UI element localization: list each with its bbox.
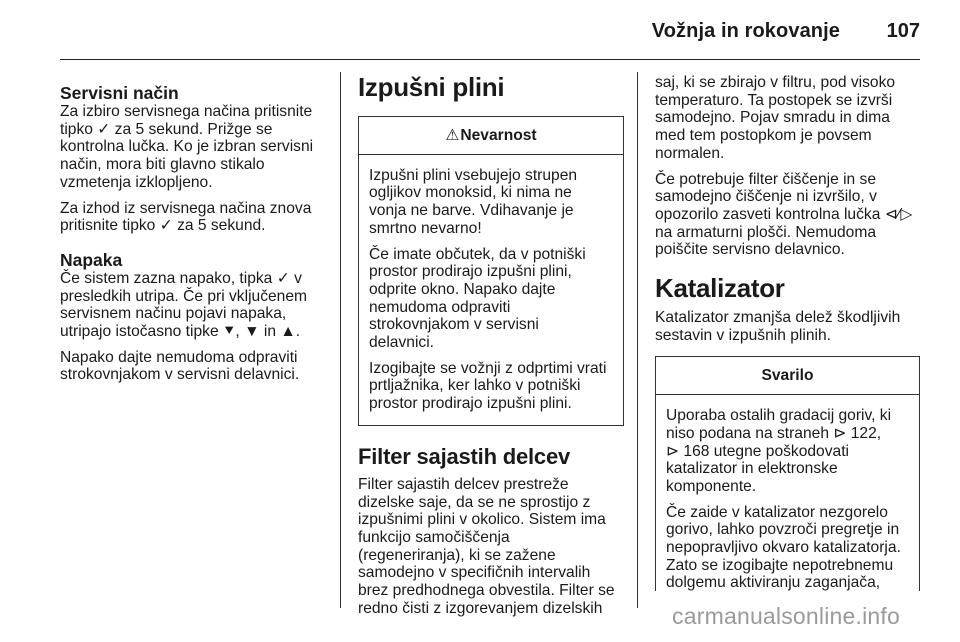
paragraph: Napako dajte nemudoma odpraviti strokovnjakom v servisni delavnici. xyxy=(60,348,300,384)
watermark-text: carmanualsonline.info xyxy=(672,603,900,629)
paragraph: Izpušni plini vsebujejo strupen ogljikov monoksid, ki nima ne vonja ne barve. Vdihavanje je smrtno nevarno! xyxy=(369,166,578,237)
paragraph: Če sistem zazna napako, tipka ✓ v presledkih utripa. Če pri vključenem servisnem načinu pojavi napaka, utripajo istočasno tipke ⯆, ▼ in ▲. xyxy=(60,269,308,341)
paragraph: Če zaide v katalizator nezgorelo gorivo, lahko povzroči pregretje in nepopravljivo okvaro katalizatorja. Zato se izogibajte nepotrebnemu dolgemu aktiviranju zaganjača, xyxy=(666,503,901,592)
paragraph: Uporaba ostalih gradacij goriv, ki niso podana na straneh ⊳ 122, ⊳ 168 utegne poškodovati katalizator in elektronske komponente. xyxy=(666,407,892,495)
warning-triangle-icon: ⚠ xyxy=(445,127,460,144)
column-divider-2 xyxy=(637,72,638,608)
paragraph: Za izhod iz servisnega načina znova pritisnite tipko ✓ za 5 sekund. xyxy=(60,199,312,235)
heading-napaka: Napaka xyxy=(60,249,123,270)
column-middle xyxy=(358,72,624,625)
danger-box-body xyxy=(359,155,623,425)
heading-servisni-nacin: Servisni način xyxy=(60,83,179,103)
caution-box-title: Svarilo xyxy=(761,367,814,385)
caution-box-header xyxy=(656,357,919,395)
heading-katalizator: Katalizator xyxy=(655,273,785,304)
danger-box-title: Nevarnost xyxy=(460,127,537,144)
heading-filter-sajastih-delcev: Filter sajastih delcev xyxy=(358,443,571,469)
page-number: 107 xyxy=(886,20,920,42)
caution-box xyxy=(655,356,920,591)
column-left xyxy=(60,84,330,392)
paragraph: Filter sajastih delcev prestreže dizelske saje, da se ne sprostijo z izpušnimi plini v okolico. Sistem ima funkcijo samočiščenja (regeneriranja), ki se zažene samodejno v specifičnih intervalih brez predhodnega obvestila. Filter se redno čisti z izgorevanjem dizelskih xyxy=(358,475,615,617)
danger-box-header xyxy=(359,117,623,155)
paragraph: Za izbiro servisnega načina pritisnite tipko ✓ za 5 sekund. Prižge se kontrolna lučka. Ko je izbran servisni način, mora biti glavno stikalo vzmetenja izklopljeno. xyxy=(60,103,314,191)
paragraph: Izogibajte se vožnji z odprtimi vrati prtljažnika, ker lahko v potniški prostor prodirajo izpušni plini. xyxy=(369,359,607,413)
heading-izpusni-plini: Izpušni plini xyxy=(358,72,505,102)
section-title: Vožnja in rokovanje xyxy=(651,20,840,42)
page-header xyxy=(60,0,920,60)
paragraph: Če imate občutek, da v potniški prostor prodirajo izpušni plini, odprite okno. Napako dajte nemudoma odpraviti strokovnjakom v servisni delavnici. xyxy=(369,245,586,352)
column-divider-1 xyxy=(340,72,341,608)
caution-box-body xyxy=(656,395,919,604)
paragraph: saj, ki se zbirajo v filtru, pod visoko temperaturo. Ta postopek se izvrši samodejno. Pojav smradu in dima med tem postopkom je povsem normalen. xyxy=(655,74,896,162)
danger-box xyxy=(358,116,624,426)
paragraph: Če potrebuje filter čiščenje in se samodejno čiščenje ni izvršilo, v opozorilo zasveti kontrolna lučka ⊲⁄▷ na armaturni plošči. Nemudoma poiščite servisno delavnico. xyxy=(655,170,913,259)
column-right xyxy=(655,74,920,591)
paragraph: Katalizator zmanjša delež škodljivih sestavin v izpušnih plinih. xyxy=(655,309,901,344)
